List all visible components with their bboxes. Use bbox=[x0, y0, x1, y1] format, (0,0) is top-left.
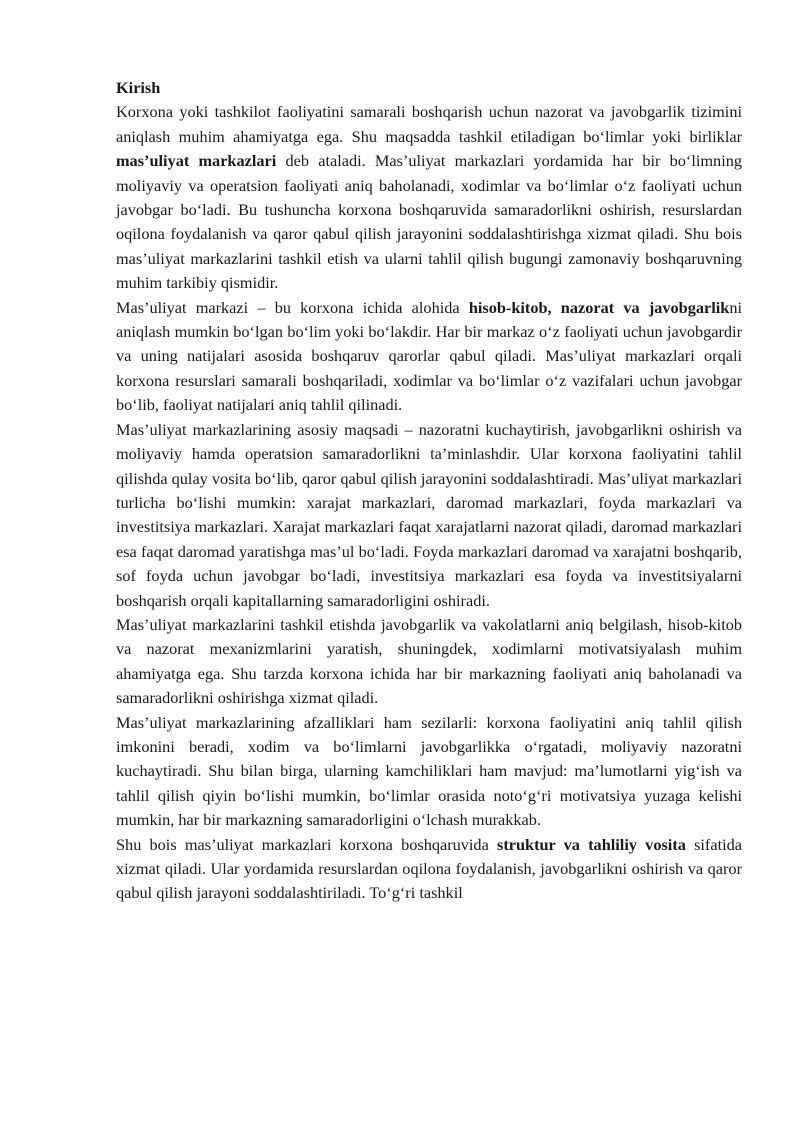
section-heading: Kirish bbox=[116, 78, 161, 97]
paragraph-5 bbox=[116, 711, 742, 833]
document-page bbox=[116, 76, 742, 906]
paragraph-3 bbox=[116, 418, 742, 613]
paragraph-text: Mas’uliyat markazlarining afzalliklari ham sezilarli: korxona faoliyatini aniq tahlil qilish imkonini beradi, xodim va bo‘limlarni javobgarlikka o‘rgatadi, moliyaviy nazoratni kuchaytiradi. Shu bilan birga, ularning kamchiliklari ham mavjud: ma’lumotlarni yig‘ish va tahlil qilish qiyin bo‘lishi mumkin, bo‘limlar orasida noto‘g‘ri motivatsiya yuzaga kelishi mumkin, har bir markazning samaradorligini o‘lchash murakkab. bbox=[116, 712, 742, 830]
paragraph-4 bbox=[116, 613, 742, 711]
paragraph-text: Mas’uliyat markazlarining asosiy maqsadi – nazoratni kuchaytirish, javobgarlikni oshirish va moliyaviy hamda operatsion samaradorlikni ta’minlashdir. Ular korxona faoliyatini tahlil qilishda qulay vosita bo‘lib, qaror qabul qilish jarayonini soddalashtiradi. Mas’uliyat markazlari turlicha bo‘lishi mumkin: xarajat markazlari, daromad markazlari, foyda markazlari va investitsiya markazlari. Xarajat markazlari faqat xarajatlarni nazorat qiladi, daromad markazlari esa faqat daromad yaratishga mas’ul bo‘ladi. Foyda markazlari daromad va xarajatni boshqarib, sof foyda uchun javobgar bo‘ladi, investitsiya markazlari esa foyda va investitsiyalarni boshqarish orqali kapitallarning samaradorligini oshiradi. bbox=[116, 419, 742, 610]
paragraph-text: Mas’uliyat markazi – bu korxona ichida alohida bbox=[116, 297, 469, 317]
paragraph-text: deb ataladi. Mas’uliyat markazlari yordamida har bir bo‘limning moliyaviy va operatsion faoliyati aniq baholanadi, xodimlar va bo‘limlar o‘z faoliyati uchun javobgar bo‘ladi. Bu tushuncha korxona boshqaruvida samaradorlikni oshirish, resurslardan oqilona foydalanish va qaror qabul qilish jarayonini soddalashtirishga xizmat qiladi. Shu bois mas’uliyat markazlarini tashkil etish va ularni tahlil qilish bugungi zamonaviy boshqaruvning muhim tarkibiy qismidir. bbox=[116, 151, 743, 293]
paragraph-text: ni aniqlash mumkin bo‘lgan bo‘lim yoki bo‘lakdir. Har bir markaz o‘z faoliyati uchun javobgardir va uning natijalari asosida boshqaruv qarorlar qabul qiladi. Mas’uliyat markazlari orqali korxona resurslari samarali boshqariladi, xodimlar va bo‘limlar o‘z vazifalari uchun javobgar bo‘lib, faoliyat natijalari aniq tahlil qilinadi. bbox=[116, 297, 743, 415]
paragraph-text: Korxona yoki tashkilot faoliyatini samarali boshqarish uchun nazorat va javobgarlik tizimini aniqlash muhim ahamiyatga ega. Shu maqsadda tashkil etiladigan bo‘limlar yoki birliklar bbox=[116, 102, 742, 146]
bold-term: mas’uliyat markazlari bbox=[116, 151, 277, 171]
paragraph-text: sifatida xizmat qiladi. Ular yordamida resurslardan oqilona foydalanish, javobgarlikni oshirish va qaror qabul qilish jarayoni soddalashtiriladi. To‘g‘ri tashkil bbox=[116, 834, 742, 903]
paragraph-text: Shu bois mas’uliyat markazlari korxona boshqaruvida bbox=[116, 834, 497, 854]
paragraph-6 bbox=[116, 833, 742, 906]
bold-term: hisob-kitob, nazorat va javobgarlik bbox=[468, 297, 730, 317]
paragraph-1 bbox=[116, 100, 742, 295]
paragraph-text: Mas’uliyat markazlarini tashkil etishda javobgarlik va vakolatlarni aniq belgilash, hisob-kitob va nazorat mexanizmlarini yaratish, shuningdek, xodimlarni motivatsiyalash muhim ahamiyatga ega. Shu tarzda korxona ichida har bir markazning faoliyati aniq baholanadi va samaradorlikni oshirishga xizmat qiladi. bbox=[116, 614, 742, 708]
paragraph-2 bbox=[116, 296, 742, 418]
bold-term: struktur va tahliliy vosita bbox=[496, 834, 686, 854]
